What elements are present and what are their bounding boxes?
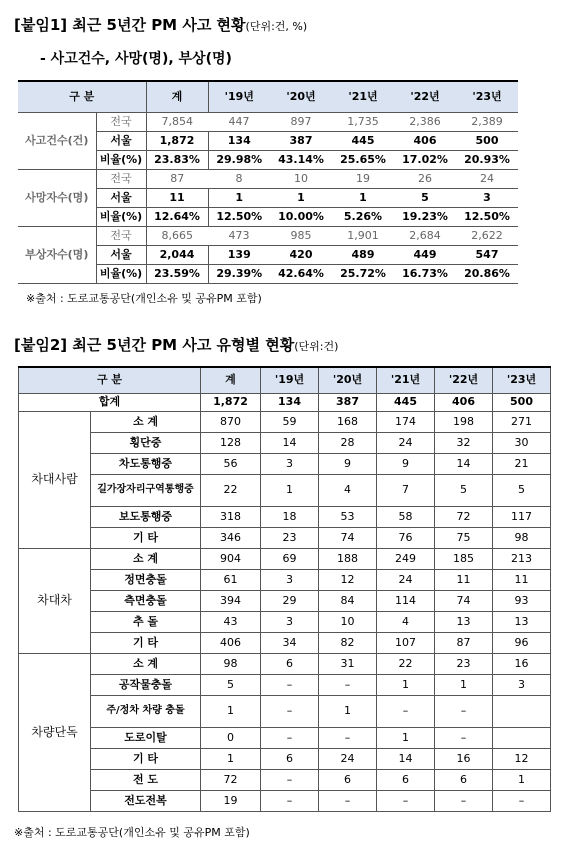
value-cell: 58 [377, 506, 435, 527]
table-row [19, 632, 551, 653]
value-cell: 28 [319, 432, 377, 453]
value-cell: 76 [377, 527, 435, 548]
value-cell: 87 [146, 169, 208, 188]
value-cell: 26 [394, 169, 456, 188]
table-row [19, 474, 551, 506]
type-label: 기 타 [91, 527, 201, 548]
annex1-title-text: [붙임1] 최근 5년간 PM 사고 현황 [14, 16, 246, 34]
value-cell: 3 [261, 611, 319, 632]
value-cell: 1 [377, 727, 435, 748]
value-cell: 213 [493, 548, 551, 569]
value-cell: 1,901 [332, 226, 394, 245]
value-cell: 59 [261, 411, 319, 432]
table-row [19, 790, 551, 811]
value-cell: 24 [456, 169, 518, 188]
table-row [19, 653, 551, 674]
value-cell: 2,386 [394, 112, 456, 131]
value-cell: 32 [435, 432, 493, 453]
value-cell: 98 [201, 653, 261, 674]
table-row [19, 695, 551, 727]
value-cell: 185 [435, 548, 493, 569]
annex1-title [14, 14, 307, 35]
sub-label: 서울 [96, 188, 146, 207]
value-cell: 1 [493, 769, 551, 790]
accident-status-table [18, 80, 518, 284]
value-cell: 5 [435, 474, 493, 506]
header-cell: '19년 [208, 81, 270, 112]
value-cell: 74 [319, 527, 377, 548]
annex1-unit: (단위:건, %) [245, 20, 308, 33]
value-cell: 473 [208, 226, 270, 245]
value-cell: 406 [394, 131, 456, 150]
value-cell: 3 [261, 569, 319, 590]
value-cell: 489 [332, 245, 394, 264]
value-cell: 13 [493, 611, 551, 632]
value-cell: 1,735 [332, 112, 394, 131]
value-cell: 5 [394, 188, 456, 207]
value-cell: 30 [493, 432, 551, 453]
table-row [19, 569, 551, 590]
value-cell: – [319, 727, 377, 748]
value-cell: 14 [377, 748, 435, 769]
header-cell: 계 [146, 81, 208, 112]
value-cell: 12 [493, 748, 551, 769]
value-cell: 500 [456, 131, 518, 150]
group-label: 부상자수(명) [18, 226, 96, 283]
value-cell: 21 [493, 453, 551, 474]
value-cell: 6 [377, 769, 435, 790]
value-cell: 3 [261, 453, 319, 474]
value-cell: 18 [261, 506, 319, 527]
table-row [19, 432, 551, 453]
value-cell: 31 [319, 653, 377, 674]
table-row [19, 590, 551, 611]
group-label: 사고건수(건) [18, 112, 96, 169]
value-cell: 2,044 [146, 245, 208, 264]
category-label: 차대차 [19, 548, 91, 653]
value-cell: 82 [319, 632, 377, 653]
value-cell: 23.59% [146, 264, 208, 283]
value-cell: 5.26% [332, 207, 394, 226]
value-cell: 10.00% [270, 207, 332, 226]
value-cell: 1 [377, 674, 435, 695]
table-row [19, 527, 551, 548]
value-cell: 61 [201, 569, 261, 590]
value-cell: 188 [319, 548, 377, 569]
type-label: 전도전복 [91, 790, 201, 811]
annex2-title-text: [붙임2] 최근 5년간 PM 사고 유형별 현황 [14, 336, 295, 354]
value-cell: 1 [319, 695, 377, 727]
value-cell: 1 [201, 695, 261, 727]
value-cell: 134 [261, 393, 319, 411]
value-cell: 29 [261, 590, 319, 611]
value-cell: 5 [493, 474, 551, 506]
value-cell: 870 [201, 411, 261, 432]
value-cell: 22 [201, 474, 261, 506]
value-cell: 547 [456, 245, 518, 264]
table-row [19, 674, 551, 695]
value-cell: 1 [270, 188, 332, 207]
value-cell: 449 [394, 245, 456, 264]
value-cell: – [261, 769, 319, 790]
value-cell: 174 [377, 411, 435, 432]
header-cell: '20년 [270, 81, 332, 112]
sub-label: 서울 [96, 245, 146, 264]
header-cell: '19년 [261, 367, 319, 393]
value-cell: 2,622 [456, 226, 518, 245]
value-cell: 34 [261, 632, 319, 653]
value-cell: 11 [146, 188, 208, 207]
type-label: 기 타 [91, 632, 201, 653]
sub-label: 서울 [96, 131, 146, 150]
type-label: 차도통행중 [91, 453, 201, 474]
value-cell: 1 [261, 474, 319, 506]
header-cell: '23년 [493, 367, 551, 393]
value-cell: – [435, 695, 493, 727]
value-cell: 6 [261, 653, 319, 674]
value-cell: 10 [270, 169, 332, 188]
header-cell: '20년 [319, 367, 377, 393]
value-cell: 4 [377, 611, 435, 632]
value-cell: 271 [493, 411, 551, 432]
table-row [19, 727, 551, 748]
value-cell: 5 [201, 674, 261, 695]
value-cell: 447 [208, 112, 270, 131]
type-label: 공작물충돌 [91, 674, 201, 695]
value-cell: 445 [377, 393, 435, 411]
value-cell: 42.64% [270, 264, 332, 283]
table-row [19, 748, 551, 769]
value-cell: 23 [261, 527, 319, 548]
value-cell: 7 [377, 474, 435, 506]
value-cell: 1 [435, 674, 493, 695]
annex2-unit: (단위:건) [294, 340, 339, 353]
value-cell: 168 [319, 411, 377, 432]
value-cell: 20.93% [456, 150, 518, 169]
value-cell: 69 [261, 548, 319, 569]
value-cell: 9 [377, 453, 435, 474]
value-cell: – [261, 790, 319, 811]
header-cell: 구 분 [19, 367, 201, 393]
value-cell: 19.23% [394, 207, 456, 226]
value-cell: 16 [435, 748, 493, 769]
value-cell: 1,872 [146, 131, 208, 150]
value-cell: – [435, 790, 493, 811]
value-cell [493, 695, 551, 727]
value-cell: 13 [435, 611, 493, 632]
value-cell: 93 [493, 590, 551, 611]
value-cell: 985 [270, 226, 332, 245]
value-cell: 318 [201, 506, 261, 527]
value-cell: 43 [201, 611, 261, 632]
value-cell [493, 727, 551, 748]
value-cell: 29.98% [208, 150, 270, 169]
value-cell: 75 [435, 527, 493, 548]
value-cell: 24 [319, 748, 377, 769]
value-cell: 84 [319, 590, 377, 611]
value-cell: 2,389 [456, 112, 518, 131]
value-cell: 87 [435, 632, 493, 653]
value-cell: 12.64% [146, 207, 208, 226]
table-row [19, 611, 551, 632]
header-cell: '22년 [435, 367, 493, 393]
value-cell: 25.72% [332, 264, 394, 283]
sub-label: 전국 [96, 169, 146, 188]
type-label: 주/정차 차량 충돌 [91, 695, 201, 727]
table-row [19, 506, 551, 527]
value-cell: 29.39% [208, 264, 270, 283]
value-cell: 12.50% [456, 207, 518, 226]
type-label: 정면충돌 [91, 569, 201, 590]
value-cell: 72 [201, 769, 261, 790]
value-cell: 420 [270, 245, 332, 264]
value-cell: 406 [201, 632, 261, 653]
value-cell: 445 [332, 131, 394, 150]
value-cell: 6 [261, 748, 319, 769]
value-cell: 897 [270, 112, 332, 131]
sub-label: 전국 [96, 226, 146, 245]
value-cell: 500 [493, 393, 551, 411]
table-header-row [18, 81, 518, 112]
value-cell: – [435, 727, 493, 748]
annex2-title [14, 334, 338, 355]
value-cell: 394 [201, 590, 261, 611]
value-cell: 98 [493, 527, 551, 548]
table-row [19, 548, 551, 569]
value-cell: 3 [456, 188, 518, 207]
value-cell: 19 [332, 169, 394, 188]
type-label: 도로이탈 [91, 727, 201, 748]
annex2-source: ※출처 : 도로교통공단(개인소유 및 공유PM 포함) [14, 826, 250, 839]
value-cell: – [319, 790, 377, 811]
value-cell: 16.73% [394, 264, 456, 283]
value-cell: 14 [261, 432, 319, 453]
value-cell: 72 [435, 506, 493, 527]
value-cell: 114 [377, 590, 435, 611]
type-label: 소 계 [91, 548, 201, 569]
value-cell: – [261, 695, 319, 727]
value-cell: 139 [208, 245, 270, 264]
value-cell: 20.86% [456, 264, 518, 283]
sub-label: 비율(%) [96, 264, 146, 283]
value-cell: 1 [332, 188, 394, 207]
value-cell: 25.65% [332, 150, 394, 169]
value-cell: 12.50% [208, 207, 270, 226]
value-cell: 4 [319, 474, 377, 506]
table-row [19, 453, 551, 474]
value-cell: 134 [208, 131, 270, 150]
type-label: 추 돌 [91, 611, 201, 632]
type-label: 측면충돌 [91, 590, 201, 611]
table-row [18, 112, 518, 131]
value-cell: 387 [319, 393, 377, 411]
value-cell: 406 [435, 393, 493, 411]
value-cell: 904 [201, 548, 261, 569]
value-cell: 24 [377, 569, 435, 590]
accident-type-table [18, 366, 551, 812]
type-label: 전 도 [91, 769, 201, 790]
value-cell: 117 [493, 506, 551, 527]
type-label: 길가장자리구역통행중 [91, 474, 201, 506]
value-cell: 43.14% [270, 150, 332, 169]
value-cell: 9 [319, 453, 377, 474]
value-cell: 22 [377, 653, 435, 674]
sub-label: 전국 [96, 112, 146, 131]
value-cell: 16 [493, 653, 551, 674]
annex1-subtitle: - 사고건수, 사망(명), 부상(명) [40, 51, 232, 67]
value-cell: 11 [493, 569, 551, 590]
group-label: 사망자수(명) [18, 169, 96, 226]
value-cell: 14 [435, 453, 493, 474]
value-cell: 23 [435, 653, 493, 674]
type-label: 보도통행중 [91, 506, 201, 527]
category-label: 차량단독 [19, 653, 91, 811]
type-label: 기 타 [91, 748, 201, 769]
table-row [19, 769, 551, 790]
value-cell: 249 [377, 548, 435, 569]
header-cell: '22년 [394, 81, 456, 112]
value-cell: – [493, 790, 551, 811]
type-label: 횡단중 [91, 432, 201, 453]
header-cell: 구 분 [18, 81, 146, 112]
type-label: 소 계 [91, 411, 201, 432]
value-cell: 23.83% [146, 150, 208, 169]
value-cell: 53 [319, 506, 377, 527]
value-cell: 8 [208, 169, 270, 188]
value-cell: 11 [435, 569, 493, 590]
value-cell: 107 [377, 632, 435, 653]
value-cell: 2,684 [394, 226, 456, 245]
sub-label: 비율(%) [96, 207, 146, 226]
table-header-row [19, 367, 551, 393]
value-cell: 96 [493, 632, 551, 653]
total-label: 합계 [19, 393, 201, 411]
header-cell: 계 [201, 367, 261, 393]
header-cell: '21년 [332, 81, 394, 112]
value-cell: 3 [493, 674, 551, 695]
sub-label: 비율(%) [96, 150, 146, 169]
value-cell: 387 [270, 131, 332, 150]
value-cell: 19 [201, 790, 261, 811]
value-cell: 128 [201, 432, 261, 453]
annex1-source: ※출처 : 도로교통공단(개인소유 및 공유PM 포함) [26, 292, 262, 305]
value-cell: 12 [319, 569, 377, 590]
header-cell: '21년 [377, 367, 435, 393]
total-row [19, 393, 551, 411]
table-row [18, 226, 518, 245]
value-cell: 24 [377, 432, 435, 453]
value-cell: – [319, 674, 377, 695]
value-cell: 56 [201, 453, 261, 474]
value-cell: – [377, 695, 435, 727]
value-cell: 6 [435, 769, 493, 790]
table-row [19, 411, 551, 432]
value-cell: 17.02% [394, 150, 456, 169]
value-cell: 198 [435, 411, 493, 432]
table-row [18, 169, 518, 188]
header-cell: '23년 [456, 81, 518, 112]
category-label: 차대사람 [19, 411, 91, 548]
value-cell: – [377, 790, 435, 811]
value-cell: 1 [201, 748, 261, 769]
value-cell: 6 [319, 769, 377, 790]
value-cell: 8,665 [146, 226, 208, 245]
value-cell: 0 [201, 727, 261, 748]
type-label: 소 계 [91, 653, 201, 674]
value-cell: 10 [319, 611, 377, 632]
value-cell: – [261, 674, 319, 695]
value-cell: 1 [208, 188, 270, 207]
value-cell: 346 [201, 527, 261, 548]
value-cell: 74 [435, 590, 493, 611]
value-cell: 7,854 [146, 112, 208, 131]
value-cell: 1,872 [201, 393, 261, 411]
value-cell: – [261, 727, 319, 748]
